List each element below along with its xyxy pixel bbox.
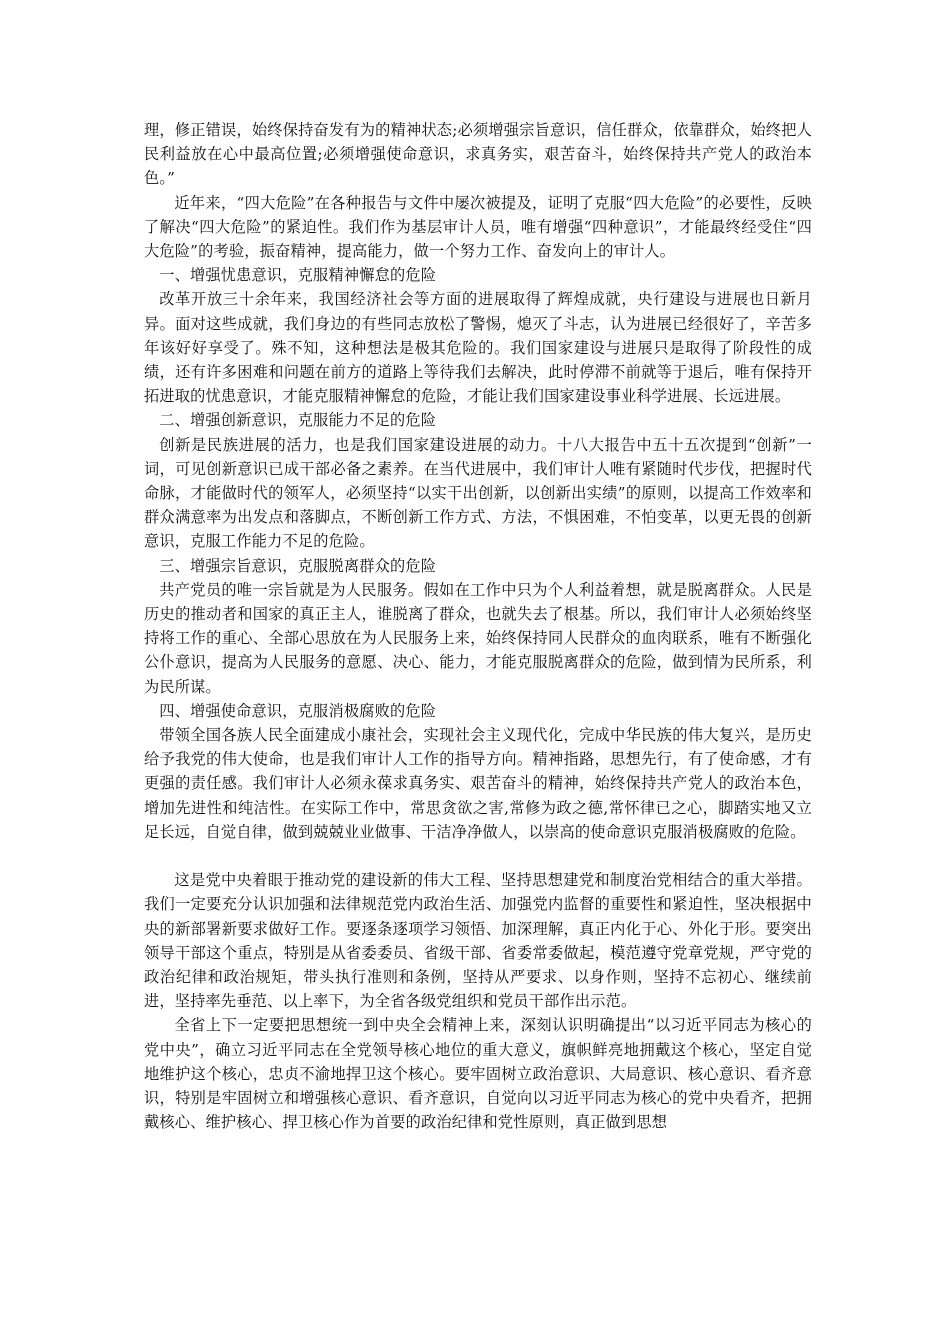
paragraph-party-building: 这是党中央着眼于推动党的建设新的伟大工程、坚持思想建党和制度治党相结合的重大举措。我们一定要充分认识加强和法律规范党内政治生活、加强党内监督的重要性和紧迫性，坚决根据中央的新部署新要求做好工作。要逐条逐项学习领悟、加深理解，真正内化于心、外化于形。要突出领导干部这个重点，特别是从省委委员、省级干部、省委常委做起，模范遵守党章党规，严守党的政治纪律和政治规矩，带头执行准则和条例，坚持从严要求、以身作则，坚持不忘初心、继续前进，坚持率先垂范、以上率下，为全省各级党组织和党员干部作出示范。 bbox=[144, 871, 812, 1011]
document-page bbox=[144, 118, 812, 1134]
paragraph-section-3: 共产党员的唯一宗旨就是为人民服务。假如在工作中只为个人利益着想，就是脱离群众。人民是历史的推动者和国家的真正主人，谁脱离了群众，也就失去了根基。所以，我们审计人必须始终坚持将工作的重心、全部心思放在为人民服务上来，始终保持同人民群众的血肉联系，唯有不断强化公仆意识，提高为人民服务的意愿、决心、能力，才能克服脱离群众的危险，做到情为民所系，利为民所谋。 bbox=[144, 580, 812, 696]
paragraph-section-1: 改革开放三十余年来，我国经济社会等方面的进展取得了辉煌成就，央行建设与进展也日新月异。面对这些成就，我们身边的有些同志放松了警惕，熄灭了斗志，认为进展已经很好了，辛苦多年该好好享受了。殊不知，这种想法是极其危险的。我们国家建设与进展只是取得了阶段性的成绩，还有许多困难和问题在前方的道路上等待我们去解决，此时停滞不前就等于退后，唯有保持开拓进取的忧患意识，才能克服精神懈怠的危险，才能让我们国家建设事业科学进展、长远进展。 bbox=[144, 290, 812, 406]
paragraph-section-2: 创新是民族进展的活力，也是我们国家建设进展的动力。十八大报告中五十五次提到“创新”一词，可见创新意识已成干部必备之素养。在当代进展中，我们审计人唯有紧随时代步伐，把握时代命脉，才能做时代的领军人，必须坚持“以实干出创新，以创新出实绩”的原则，以提高工作效率和群众满意率为出发点和落脚点，不断创新工作方式、方法，不惧困难，不怕变革，以更无畏的创新意识，克服工作能力不足的危险。 bbox=[144, 435, 812, 551]
section-heading-3: 三、增强宗旨意识，克服脱离群众的危险 bbox=[159, 556, 437, 575]
paragraph-section-4: 带领全国各族人民全面建成小康社会，实现社会主义现代化，完成中华民族的伟大复兴，是历史给予我党的伟大使命，也是我们审计人工作的指导方向。精神指路，思想先行，有了使命感，才有更强的责任感。我们审计人必须永葆求真务实、艰苦奋斗的精神，始终保持共产党人的政治本色，增加先进性和纯洁性。在实际工作中，常思贪欲之害,常修为政之德,常怀律已之心，脚踏实地又立足长远，自觉自律，做到兢兢业业做事、干洁净净做人，以崇高的使命意识克服消极腐败的危险。 bbox=[144, 726, 812, 841]
paragraph-gap bbox=[144, 844, 812, 868]
section-heading-1: 一、增强忧患意识，克服精神懈怠的危险 bbox=[159, 266, 437, 285]
paragraph-continuation: 理，修正错误，始终保持奋发有为的精神状态;必须增强宗旨意识，信任群众，依靠群众，始终把人民利益放在心中最高位置;必须增强使命意识，求真务实，艰苦奋斗，始终保持共产党人的政治本色。” bbox=[144, 121, 812, 188]
section-heading-2: 二、增强创新意识，克服能力不足的危险 bbox=[159, 411, 437, 430]
section-heading-4: 四、增强使命意识，克服消极腐败的危险 bbox=[159, 701, 437, 720]
paragraph-intro: 近年来，“四大危险”在各种报告与文件中屡次被提及，证明了克服“四大危险”的必要性，反映了解决“四大危险”的紧迫性。我们作为基层审计人员，唯有增强“四种意识”，才能最终经受住“四大危险”的考验，振奋精神，提高能力，做一个努力工作、奋发向上的审计人。 bbox=[144, 193, 812, 261]
paragraph-core-awareness: 全省上下一定要把思想统一到中央全会精神上来，深刻认识明确提出“以习近平同志为核心的党中央”，确立习近平同志在全党领导核心地位的重大意义，旗帜鲜亮地拥戴这个核心，坚定自觉地维护这个核心，忠贞不渝地捍卫这个核心。要牢固树立政治意识、大局意识、核心意识、看齐意识，特别是牢固树立和增强核心意识、看齐意识，自觉向以习近平同志为核心的党中央看齐，把拥戴核心、维护核心、捍卫核心作为首要的政治纪律和党性原则，真正做到思想 bbox=[144, 1016, 812, 1132]
